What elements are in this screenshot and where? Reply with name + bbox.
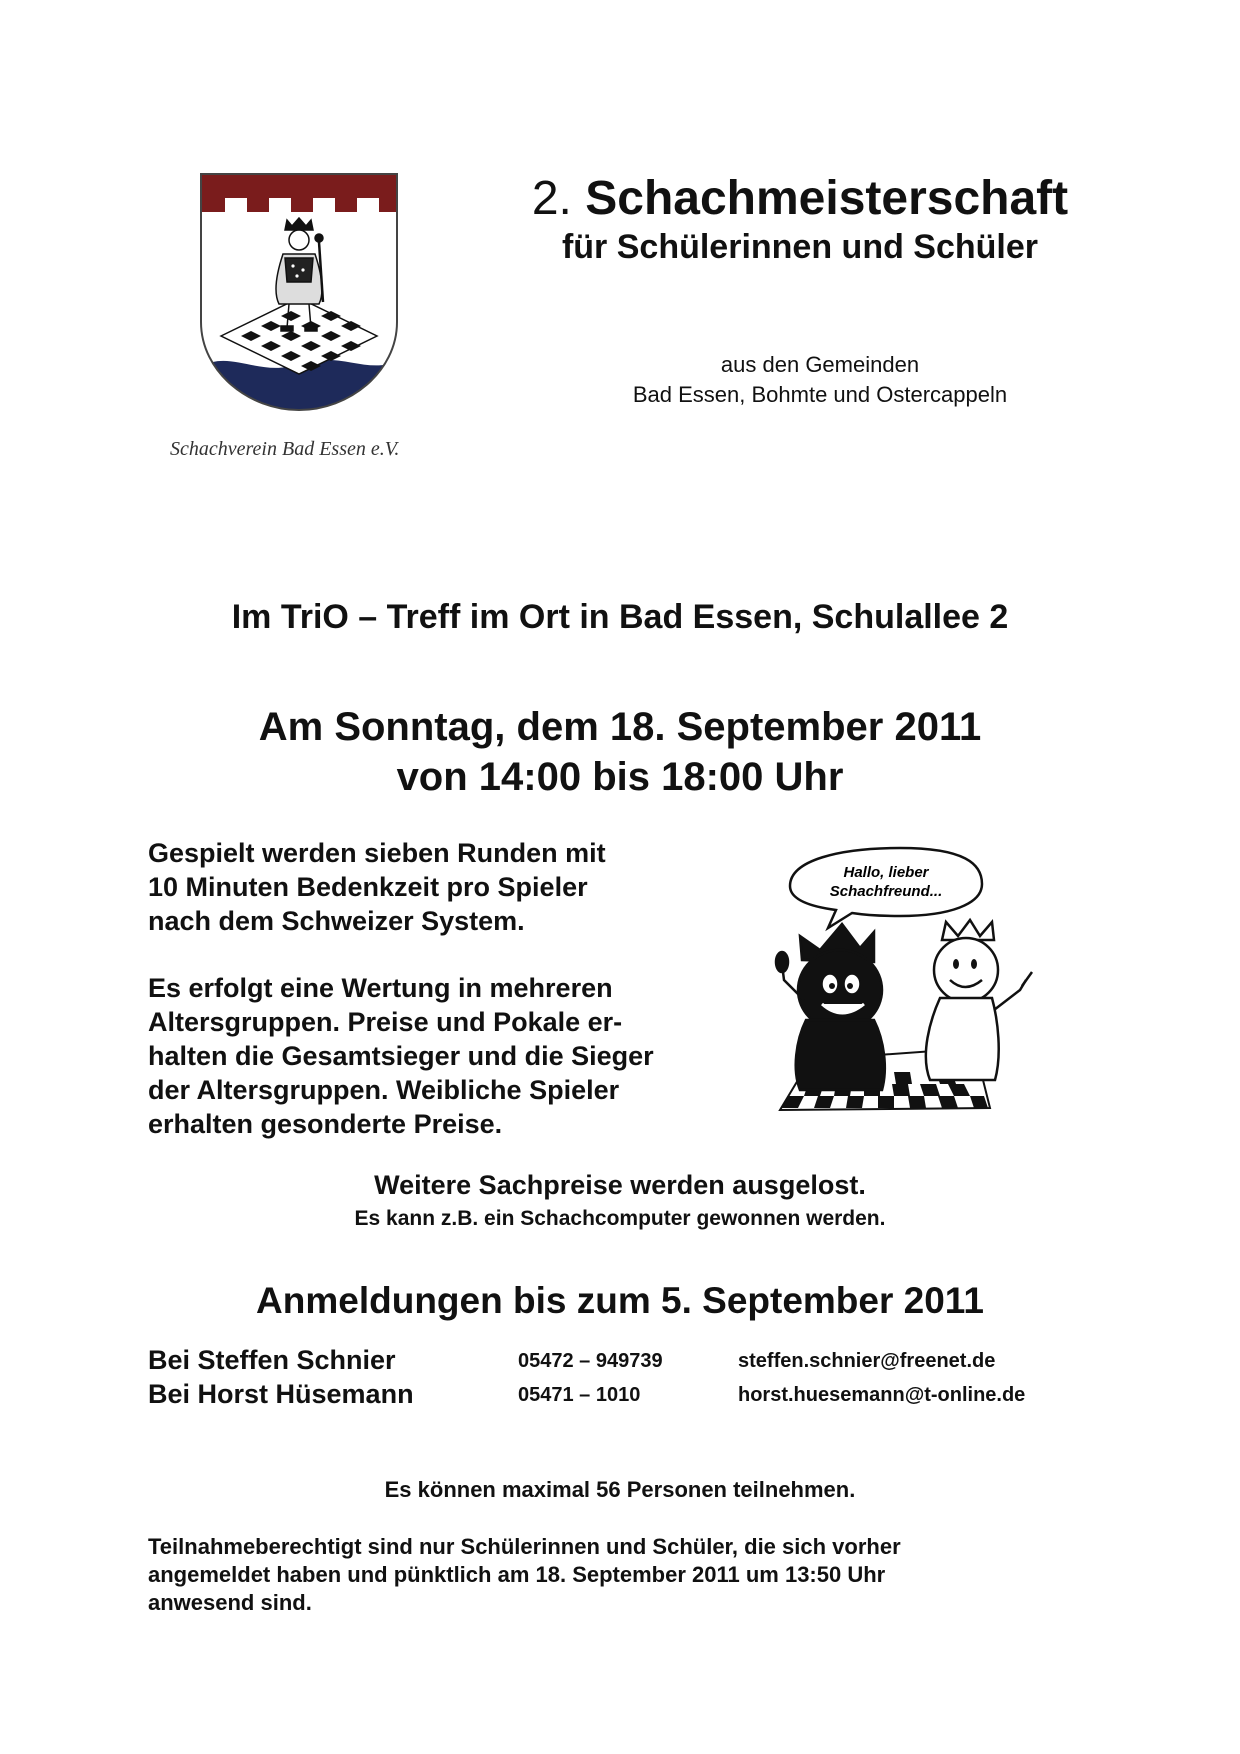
contact-phone: 05471 – 1010 — [518, 1384, 641, 1406]
page-title — [480, 170, 1120, 228]
rules-line: erhalten gesonderte Preise. — [148, 1109, 503, 1139]
eligibility-paragraph — [148, 1533, 1048, 1617]
eligibility-line: angemeldet haben und pünktlich am 18. September 2011 um 13:50 Uhr — [148, 1562, 886, 1587]
rules-line: Altersgruppen. Preise und Pokale er- — [148, 1007, 623, 1037]
contact-row — [148, 1345, 1148, 1379]
rules-line: 10 Minuten Bedenkzeit pro Spieler — [148, 872, 588, 902]
title-word: Schachmeisterschaft — [585, 172, 1069, 225]
contact-email: steffen.schnier@freenet.de — [738, 1350, 996, 1372]
max-participants: Es können maximal 56 Personen teilnehmen. — [384, 1477, 856, 1502]
eligibility-line: Teilnahmeberechtigt sind nur Schülerinnen und Schüler, die sich vorher — [148, 1534, 901, 1559]
communities-line-2: Bad Essen, Bohmte und Ostercappeln — [632, 382, 1008, 407]
contact-name: Bei Steffen Schnier — [148, 1345, 396, 1375]
club-name: Schachverein Bad Essen e.V. — [170, 438, 400, 460]
rules-line: Es erfolgt eine Wertung in mehreren — [148, 973, 613, 1003]
title-number: 2. — [531, 172, 572, 225]
contact-email: horst.huesemann@t-online.de — [738, 1384, 1026, 1406]
registration-heading: Anmeldungen bis zum 5. September 2011 — [256, 1280, 984, 1321]
rules-line: halten die Gesamtsieger und die Sieger — [148, 1041, 654, 1071]
prize-line-1: Weitere Sachpreise werden ausgelost. — [374, 1170, 866, 1200]
rules-line: nach dem Schweizer System. — [148, 906, 525, 936]
rules-line: der Altersgruppen. Weibliche Spieler — [148, 1075, 620, 1105]
prize-line-2: Es kann z.B. ein Schachcomputer gewonnen werden. — [354, 1207, 886, 1230]
rules-line: Gespielt werden sieben Runden mit — [148, 838, 606, 868]
event-time: von 14:00 bis 18:00 Uhr — [396, 755, 844, 799]
bubble-line-2: Schachfreund... — [829, 883, 943, 900]
bubble-line-1: Hallo, lieber — [843, 864, 929, 881]
event-date: Am Sonntag, dem 18. September 2011 — [258, 705, 982, 749]
communities-line-1: aus den Gemeinden — [720, 352, 920, 377]
event-venue: Im TriO – Treff im Ort in Bad Essen, Schulallee 2 — [231, 598, 1009, 636]
contact-phone: 05472 – 949739 — [518, 1350, 663, 1372]
page-subtitle: für Schülerinnen und Schüler — [561, 228, 1039, 266]
contact-name: Bei Horst Hüsemann — [148, 1379, 414, 1409]
rules-paragraph-2 — [148, 971, 748, 1141]
chess-kings-cartoon-icon — [770, 840, 1040, 1125]
chess-king-crest-icon — [199, 172, 399, 412]
eligibility-line: anwesend sind. — [148, 1590, 312, 1615]
contact-row — [148, 1379, 1148, 1413]
rules-paragraph-1 — [148, 836, 748, 938]
